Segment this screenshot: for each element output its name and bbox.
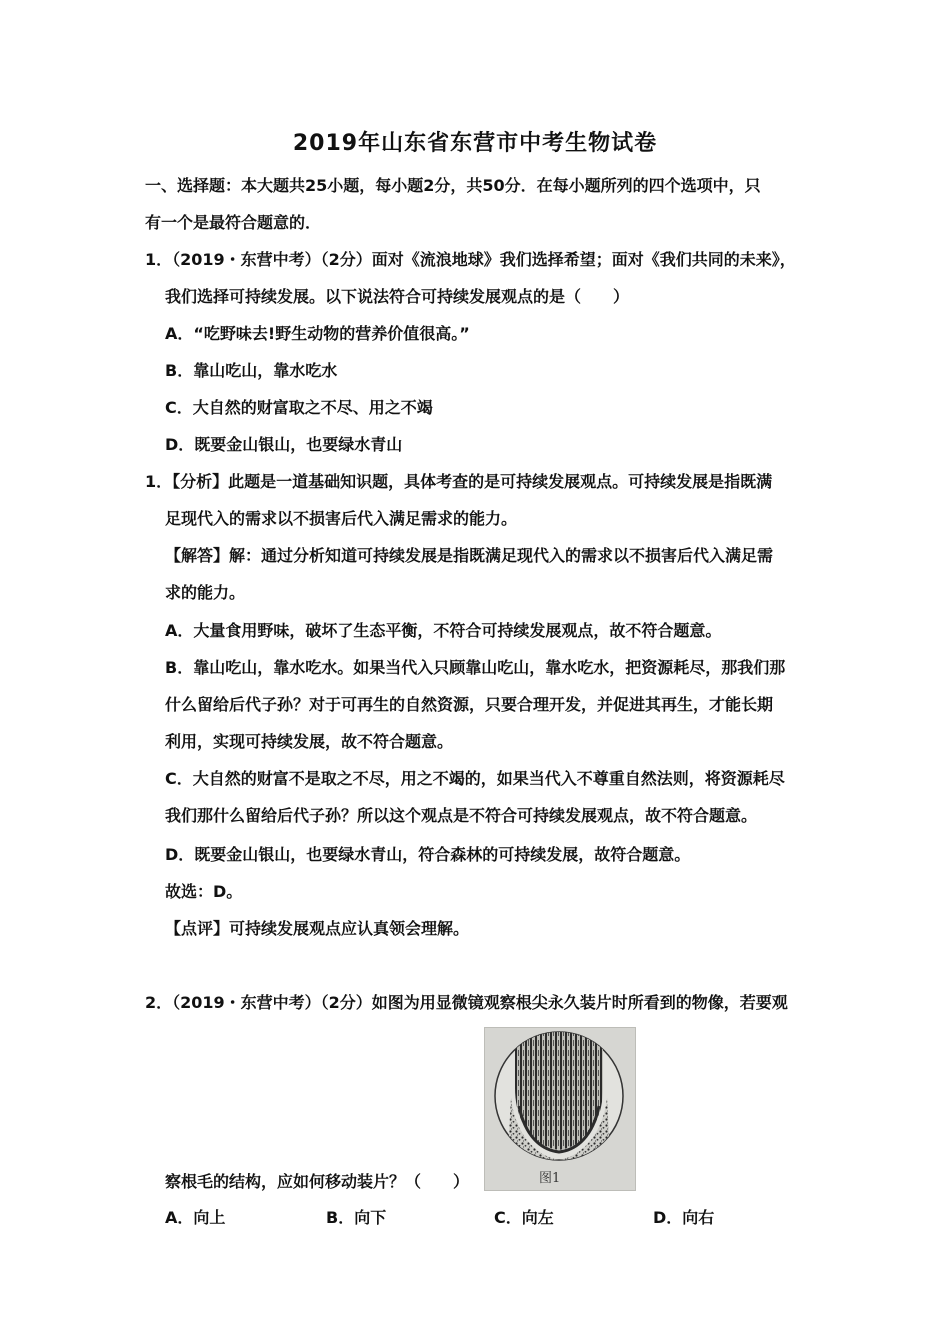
q2-option-d: D．向右 bbox=[653, 1208, 715, 1227]
a1-answer-line1: 【解答】解：通过分析知道可持续发展是指既满足现代入的需求以不损害后代入满足需 bbox=[165, 546, 774, 565]
a1-explain-c-line2: 我们那什么留给后代子孙？所以这个观点是不符合可持续发展观点，故不符合题意。 bbox=[165, 806, 758, 825]
microscope-view-icon bbox=[485, 1028, 635, 1190]
page-title: 2019年山东省东营市中考生物试卷 bbox=[292, 131, 658, 156]
section-heading-line1: 一、选择题：本大题共25小题，每小题2分，共50分．在每小题所列的四个选项中，只 bbox=[145, 176, 761, 195]
figure-caption: 图1 bbox=[539, 1171, 561, 1186]
q2-stem-line1: 2．（2019・东营中考）（2分）如图为用显微镜观察根尖永久装片时所看到的物像，若要观 bbox=[145, 993, 788, 1012]
a1-answer-line2: 求的能力。 bbox=[165, 583, 246, 602]
q2-option-a: A．向上 bbox=[165, 1208, 226, 1227]
a1-choice: 故选：D。 bbox=[165, 882, 243, 901]
q1-option-d: D．既要金山银山，也要绿水青山 bbox=[165, 435, 403, 454]
q1-option-b: B．靠山吃山，靠水吃水 bbox=[165, 361, 338, 380]
q2-option-b: B．向下 bbox=[326, 1208, 387, 1227]
a1-explain-b-line3: 利用，实现可持续发展，故不符合题意。 bbox=[165, 732, 454, 751]
q1-stem-line1: 1．（2019・东营中考）（2分）面对《流浪地球》我们选择希望；面对《我们共同的未来》， bbox=[145, 250, 796, 269]
q1-option-c: C．大自然的财富取之不尽、用之不竭 bbox=[165, 398, 433, 417]
a1-explain-b-line2: 什么留给后代子孙？对于可再生的自然资源，只要合理开发，并促进其再生，才能长期 bbox=[165, 695, 774, 714]
a1-explain-d: D．既要金山银山，也要绿水青山，符合森林的可持续发展，故符合题意。 bbox=[165, 845, 691, 864]
section-heading-line2: 有一个是最符合题意的． bbox=[145, 213, 322, 232]
a1-explain-a: A．大量食用野味，破坏了生态平衡，不符合可持续发展观点，故不符合题意。 bbox=[165, 621, 722, 640]
q2-stem-line2: 察根毛的结构，应如何移动装片？（ ） bbox=[165, 1172, 470, 1191]
root-tip-micrograph bbox=[484, 1027, 636, 1191]
q1-stem-line2: 我们选择可持续发展。以下说法符合可持续发展观点的是（ ） bbox=[165, 287, 630, 306]
a1-explain-c-line1: C．大自然的财富不是取之不尽，用之不竭的，如果当代入不尊重自然法则，将资源耗尽 bbox=[165, 769, 785, 788]
a1-explain-b-line1: B．靠山吃山，靠水吃水。如果当代入只顾靠山吃山，靠水吃水，把资源耗尽，那我们那 bbox=[165, 658, 786, 677]
a1-comment: 【点评】可持续发展观点应认真领会理解。 bbox=[165, 919, 470, 938]
q1-option-a: A．“吃野味去!野生动物的营养价值很高。” bbox=[165, 324, 470, 343]
q2-option-c: C．向左 bbox=[494, 1208, 554, 1227]
a1-analysis-line1: 1．【分析】此题是一道基础知识题，具体考查的是可持续发展观点。可持续发展是指既满 bbox=[145, 472, 773, 491]
a1-analysis-line2: 足现代入的需求以不损害后代入满足需求的能力。 bbox=[165, 509, 518, 528]
